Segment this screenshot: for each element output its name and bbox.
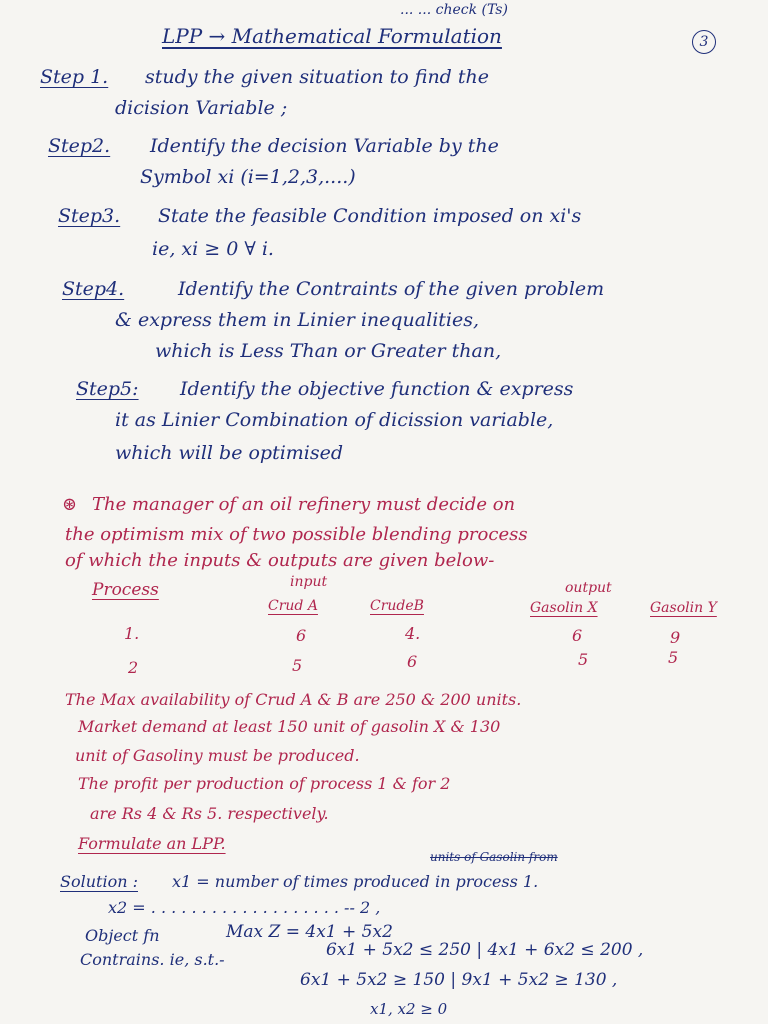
problem-bullet-icon: ⊛ — [62, 494, 78, 515]
problem-line: The Max availability of Crud A & B are 250 & 200 units. — [65, 690, 522, 709]
step-line: which will be optimised — [115, 442, 344, 464]
table-cell: 6 — [572, 626, 583, 645]
constraint-line: 6x1 + 5x2 ≤ 250 | 4x1 + 6x2 ≤ 200 , — [326, 940, 644, 960]
step-label: Step 1. — [40, 66, 109, 88]
step-label: Step5: — [76, 378, 139, 400]
table-cell: 5 — [578, 650, 589, 669]
step-label: Step4. — [62, 278, 125, 300]
solution-x1-strike: units of Gasolin from — [430, 850, 558, 864]
col-header: Gasolin Y — [650, 600, 717, 616]
col-header: Crud A — [268, 598, 318, 614]
step-line: study the given situation to find the — [145, 66, 490, 88]
problem-line: of which the inputs & outputs are given below- — [65, 550, 495, 571]
table-cell: 4. — [405, 624, 421, 643]
step-line: State the feasible Condition imposed on xi's — [158, 205, 582, 227]
table-cell: 6 — [296, 626, 307, 645]
step-line: Identify the Contraints of the given problem — [178, 278, 605, 300]
solution-label: Solution : — [60, 872, 138, 891]
step-line: ie, xi ≥ 0 ∀ i. — [152, 238, 274, 260]
table-cell: 5 — [292, 656, 303, 675]
problem-line: the optimism mix of two possible blending process — [65, 524, 528, 545]
constraint-line: 6x1 + 5x2 ≥ 150 | 9x1 + 5x2 ≥ 130 , — [300, 970, 618, 990]
step-line: Symbol xi (i=1,2,3,....) — [140, 166, 356, 188]
step-line: Identify the decision Variable by the — [150, 135, 499, 157]
process-header: Process — [92, 580, 159, 600]
table-cell: 9 — [670, 628, 681, 647]
constraint-line: x1, x2 ≥ 0 — [370, 1000, 448, 1018]
step-label: Step2. — [48, 135, 111, 157]
objective-function: Max Z = 4x1 + 5x2 — [226, 922, 393, 942]
top-scribble: ... ... check (Ts) — [400, 2, 508, 18]
problem-line: Market demand at least 150 unit of gasolin X & 130 — [78, 717, 501, 736]
constraints-label: Contrains. ie, s.t.- — [80, 950, 225, 969]
table-cell: 1. — [124, 624, 140, 643]
col-header: Gasolin X — [530, 600, 598, 616]
problem-line: Formulate an LPP. — [78, 834, 226, 853]
problem-line: are Rs 4 & Rs 5. respectively. — [90, 804, 329, 823]
problem-line: unit of Gasoliny must be produced. — [75, 746, 360, 765]
input-header: input — [290, 574, 328, 590]
step-line: which is Less Than or Greater than, — [155, 340, 502, 362]
table-cell: 5 — [668, 648, 679, 667]
step-line: dicision Variable ; — [115, 97, 288, 119]
table-cell: 2 — [128, 658, 139, 677]
step-line: & express them in Linier inequalities, — [115, 309, 480, 331]
col-header: CrudeB — [370, 598, 424, 614]
page-title: LPP → Mathematical Formulation — [162, 24, 502, 48]
step-line: it as Linier Combination of dicission variable, — [115, 409, 554, 431]
objective-label: Object fn — [85, 926, 160, 945]
problem-line: The profit per production of process 1 & for 2 — [78, 774, 451, 793]
solution-x2: x2 = . . . . . . . . . . . . . . . . . . . -- 2 , — [108, 898, 381, 917]
problem-line: The manager of an oil refinery must decide on — [92, 494, 516, 515]
solution-x1: x1 = number of times produced in process 1. — [172, 872, 539, 891]
page-number: 3 — [692, 30, 716, 54]
step-line: Identify the objective function & express — [180, 378, 574, 400]
output-header: output — [565, 580, 612, 596]
table-cell: 6 — [407, 652, 418, 671]
step-label: Step3. — [58, 205, 121, 227]
